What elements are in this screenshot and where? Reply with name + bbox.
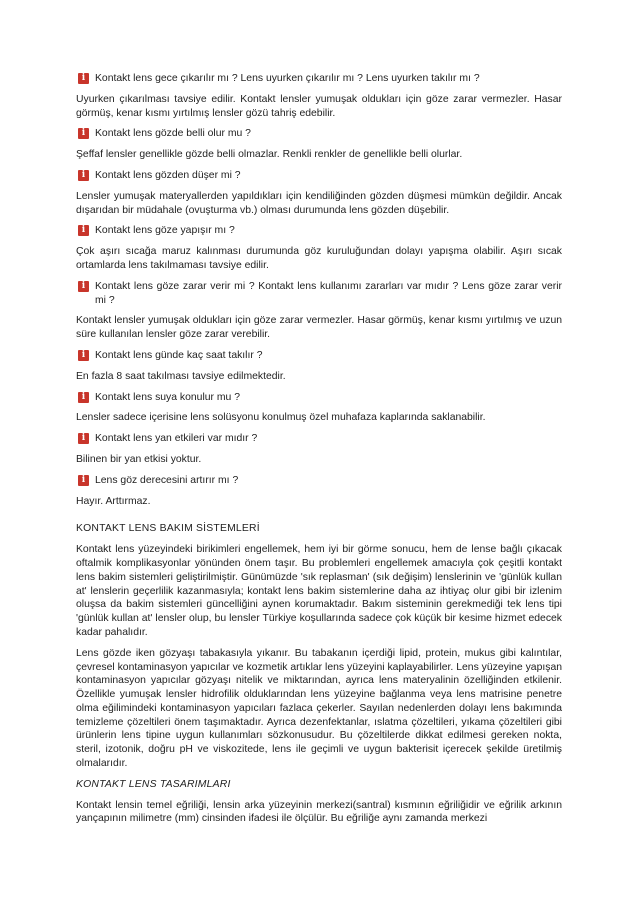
section-heading-lens-designs: KONTAKT LENS TASARIMLARI [76, 778, 231, 790]
faq-question [76, 432, 562, 446]
info-icon: i [78, 350, 89, 361]
faq-question-text: Kontakt lens suya konulur mu ? [95, 391, 240, 403]
info-icon: i [78, 433, 89, 444]
faq-list [76, 72, 562, 508]
faq-question [76, 280, 562, 308]
info-icon: i [78, 170, 89, 181]
faq-question-text: Kontakt lens göze zarar verir mi ? Kontakt lens kullanımı zararları var mıdır ? Lens göze zarar verir mi ? [95, 280, 562, 306]
care-systems-paragraph-1: Kontakt lens yüzeyindeki birikimleri engellemek, hem iyi bir görme sonucu, hem de lense bağlı çıkacak oftalmik komplikasyonlar yönünden önem taşır. Bu problemleri engellemek amacıyla çok çeşitli kontakt lens bakim sistemleri geliştirilmiştir. Günümüzde 'sık replasman' (sık değişim) lenslerinin ve 'günlük kullan at' lenslerin geçerlilik kazanmasıyla; kontakt lens bakim sistemlerine daha az ihtiyaç olur gibi bir izlenim oluşsa da bakim sistemleri güncelliğini aynen korumaktadır. Bakım sisteminin gerekmediği tek lens tipi 'günlük kullan at' lensler olup, bu lensler Türkiye koşullarında sadece çok küçük bir kesime hizmet edecek kadar pahalıdır. [76, 544, 562, 638]
faq-answer: Hayır. Arttırmaz. [76, 495, 151, 507]
faq-answer: Çok aşırı sıcağa maruz kalınması durumunda göz kuruluğundan dolayı yapışma olabilir. Aşırı sıcak ortamlarda lens takılmaması tavsiye edilir. [76, 246, 562, 271]
faq-question-text: Kontakt lens gözden düşer mi ? [95, 169, 241, 181]
faq-answer: En fazla 8 saat takılması tavsiye edilmektedir. [76, 370, 286, 382]
faq-question-text: Kontakt lens gözde belli olur mu ? [95, 128, 251, 140]
care-systems-paragraph-2: Lens gözde iken gözyaşı tabakasıyla yıkanır. Bu tabakanın içerdiği lipid, protein, mukus gibi kalıntılar, çevresel kontaminasyon yapıcılar ve kozmetik artıklar lens yüzeyini kaplayabilirler. Lens yüzeyine yapışan kontaminasyon yapıcılar gözyaşı nitelik ve miktarından, ayrıca lens materyalinin özelliğinden etkilenir. Özellikle yumuşak lensler hidrofilik olduklarından lens yüzeyine bağlanma veya lens matrisine penetre olma eğilimindeki kontaminasyon yapıcıları fazlaca çekerler. Sayılan nedenlerden dolayı lens bakımında temizleme çözeltileri önem taşımaktadır. Ayrıca dezenfektanlar, ıslatma çözeltileri, yıkama çözeltileri gibi ürünlerin lens tipine uygun kullanımları sözkonusudur. Bu çözeltilerde dikkat edilmesi gereken nokta, steril, izotonik, doğru pH ve viskozitede, lens ile geçimli ve uygun bakterisit içerecek şekilde üretilmiş olmalarıdır. [76, 647, 562, 770]
info-icon: i [78, 392, 89, 403]
faq-question [76, 391, 562, 405]
faq-question [76, 224, 562, 238]
faq-question-text: Kontakt lens gece çıkarılır mı ? Lens uyurken çıkarılır mı ? Lens uyurken takılır mı ? [95, 73, 480, 84]
faq-question-text: Kontakt lens göze yapışır mı ? [95, 225, 235, 237]
faq-answer: Bilinen bir yan etkisi yoktur. [76, 453, 202, 465]
faq-answer: Lensler sadece içerisine lens solüsyonu konulmuş özel muhafaza kaplarında saklanabilir. [76, 412, 486, 424]
section-heading-care-systems: KONTAKT LENS BAKIM SİSTEMLERİ [76, 523, 260, 535]
faq-answer: Kontakt lensler yumuşak oldukları için göze zarar vermezler. Hasar görmüş, kenar kısmı yırtılmış ve uzun süre kullanılan lensler göze zarar verebilir. [76, 315, 562, 341]
faq-question [76, 169, 562, 183]
document-page [76, 72, 562, 833]
info-icon: i [78, 475, 89, 486]
faq-question-text: Lens göz derecesini artırır mı ? [95, 474, 239, 486]
faq-question-text: Kontakt lens yan etkileri var mıdır ? [95, 433, 258, 445]
lens-designs-paragraph-1: Kontakt lensin temel eğriliği, lensin arka yüzeyinin merkezi(santral) kısmının eğriliğidir ve eğrilik arkının yançapının milimetre (mm) cinsinden ifadesi ile ölçülür. Bu eğriliğe aynı zamanda merkezi [76, 799, 562, 825]
faq-answer: Lensler yumuşak materyallerden yapıldıkları için kendiliğinden gözden düşmesi mümkün değildir. Ancak dışarıdan bir müdahale (ovuşturma vb.) olması durumunda lens gözden düşebilir. [76, 190, 562, 216]
info-icon: i [78, 128, 89, 139]
faq-question [76, 349, 562, 363]
faq-question-text: Kontakt lens günde kaç saat takılır ? [95, 349, 263, 361]
faq-answer: Şeffaf lensler genellikle gözde belli olmazlar. Renkli renkler de genellikle belli olurlar. [76, 149, 463, 161]
faq-question [76, 474, 562, 488]
info-icon: i [78, 281, 89, 292]
faq-answer: Uyurken çıkarılması tavsiye edilir. Kontakt lensler yumuşak oldukları için göze zarar vermezler. Hasar görmüş, kenar kısmı yırtılmış lensler gözü tahriş edebilir. [76, 93, 562, 119]
info-icon: i [78, 225, 89, 236]
faq-question [76, 127, 562, 141]
info-icon: i [78, 73, 89, 84]
faq-question [76, 72, 562, 86]
